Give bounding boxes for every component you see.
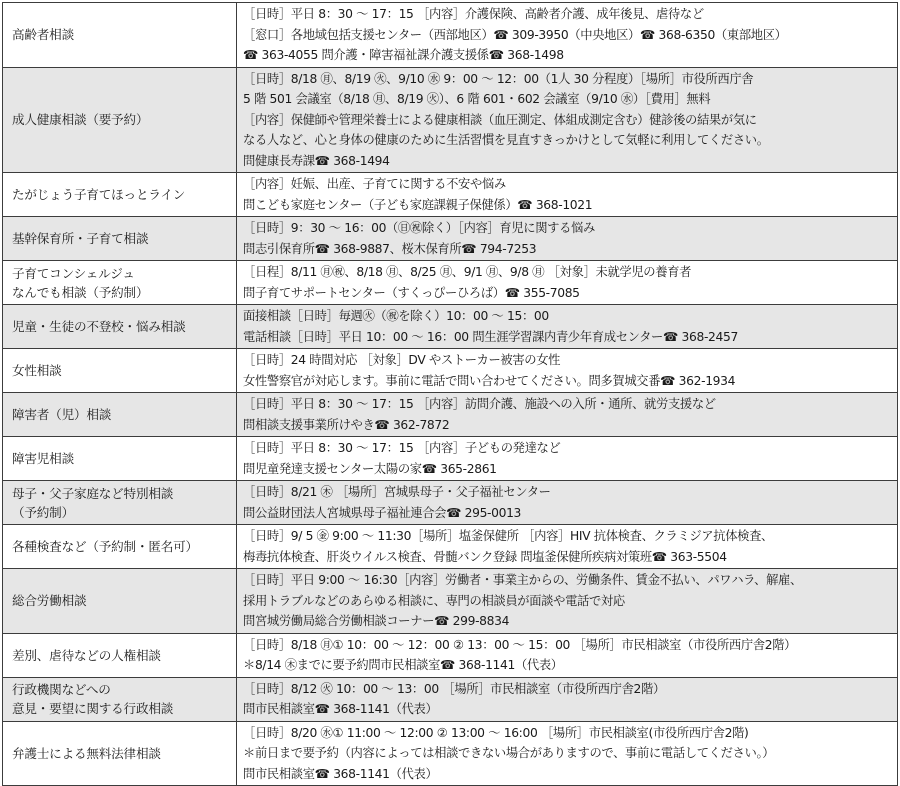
detail-line: ［日時］平日 8：30 ～ 17：15 ［内容］子どもの発達など xyxy=(243,441,561,455)
category-label-line: （予約制） xyxy=(12,504,74,520)
detail-line: 梅毒抗体検査、肝炎ウイルス検査、骨髄バンク登録 問塩釜保健所疾病対策班☎ 363-5504 xyxy=(243,549,727,564)
consultation-category xyxy=(3,173,237,217)
detail-line: 問こども家庭センター（子ども家庭課親子保健係）☎ 368-1021 xyxy=(243,197,593,212)
consultation-details xyxy=(237,173,898,217)
consultation-row xyxy=(3,393,898,437)
category-label-line: 母子・父子家庭など特別相談 xyxy=(12,485,174,501)
detail-line: 問公益財団法人宮城県母子福祉連合会☎ 295-0013 xyxy=(243,505,522,520)
category-label-line: 行政機関などへの xyxy=(12,682,111,697)
consultation-row xyxy=(3,173,898,217)
category-label-line: 基幹保育所・子育て相談 xyxy=(12,231,149,246)
detail-line: 5 階 501 会議室（8/18 ㊊、8/19 ㊋）、6 階 601・602 会議室（9/10 ㊌）［費用］無料 xyxy=(243,92,711,106)
detail-line: ［日時］9：30 ～ 16：00（㊐㊗除く）［内容］育児に関する悩み xyxy=(243,221,595,235)
consultation-table xyxy=(2,2,898,786)
category-label-line: 差別、虐待などの人権相談 xyxy=(12,647,161,663)
detail-line: ［日時］平日 8：30 ～ 17：15 ［内容］訪問介護、施設への入所・通所、就労支援など xyxy=(243,397,716,411)
category-label-line: 高齢者相談 xyxy=(12,27,74,43)
detail-line: 問志引保育所☎ 368-9887、桜木保育所☎ 794-7253 xyxy=(243,241,537,256)
detail-line: ［日時］8/20 ㊌① 11:00 ～ 12:00 ② 13:00 ～ 16:00 ［場所］市民相談室(市役所西庁舎2階) xyxy=(243,725,749,740)
detail-line: ［内容］保健師や管理栄養士による健康相談（血圧測定、体組成測定含む）健診後の結果が気に xyxy=(243,112,757,127)
consultation-details xyxy=(237,261,898,305)
category-label-line: 各種検査など（予約制・匿名可） xyxy=(12,539,198,554)
consultation-row xyxy=(3,633,898,677)
consultation-details xyxy=(237,67,898,173)
detail-line: ☎ 363-4055 問介護・障害福祉課介護支援係☎ 368-1498 xyxy=(243,48,564,62)
detail-line: 問市民相談室☎ 368-1141（代表） xyxy=(243,766,438,781)
consultation-category xyxy=(3,3,237,68)
detail-line: 問市民相談室☎ 368-1141（代表） xyxy=(243,702,438,716)
consultation-category xyxy=(3,67,237,173)
consultation-details xyxy=(237,721,898,786)
consultation-table-body xyxy=(3,3,898,786)
consultation-details xyxy=(237,217,898,261)
detail-line: 問相談支援事業所けやき☎ 362-7872 xyxy=(243,417,450,432)
consultation-details xyxy=(237,349,898,393)
consultation-row xyxy=(3,261,898,305)
consultation-row xyxy=(3,721,898,786)
consultation-category xyxy=(3,261,237,305)
detail-line: 問子育てサポートセンター（すくっぴーひろば）☎ 355-7085 xyxy=(243,285,580,300)
consultation-category xyxy=(3,677,237,721)
detail-line: ［日時］24 時間対応 ［対象］DV やストーカー被害の女性 xyxy=(243,353,561,367)
detail-line: なる人など、心と身体の健康のために生活習慣を見直すきっかけとして気軽に利用してください。 xyxy=(243,133,769,147)
consultation-category xyxy=(3,633,237,677)
detail-line: ［窓口］各地域包括支援センター（西部地区）☎ 309-3950（中央地区）☎ 368-6350（東部地区） xyxy=(243,27,787,42)
category-label-line: 障害児相談 xyxy=(12,451,74,466)
consultation-category xyxy=(3,393,237,437)
consultation-details xyxy=(237,437,898,481)
consultation-details xyxy=(237,677,898,721)
detail-line: ［日時］8/12 ㊋ 10：00 ～ 13：00 ［場所］市民相談室（市役所西庁舎2階） xyxy=(243,681,665,696)
consultation-details xyxy=(237,393,898,437)
category-label-line: たがじょう子育てほっとライン xyxy=(12,187,186,202)
detail-line: 面接相談［日時］毎週㊋（㊗を除く）10：00 ～ 15：00 xyxy=(243,309,549,323)
detail-line: ［日時］8/18 ㊊① 10：00 ～ 12：00 ② 13：00 ～ 15：00 ［場所］市民相談室（市役所西庁舎2階） xyxy=(243,637,797,652)
category-label-line: 成人健康相談（要予約） xyxy=(12,112,149,128)
detail-line: ＊前日まで要予約（内容によっては相談できない場合がありますので、事前に電話してください。） xyxy=(243,746,775,760)
category-label-line: なんでも相談（予約制） xyxy=(12,284,149,300)
consultation-row xyxy=(3,3,898,68)
consultation-category xyxy=(3,305,237,349)
consultation-row xyxy=(3,67,898,173)
detail-line: 問宮城労働局総合労働相談コーナー☎ 299-8834 xyxy=(243,614,510,628)
consultation-row xyxy=(3,217,898,261)
category-label-line: 女性相談 xyxy=(12,363,62,378)
consultation-row xyxy=(3,349,898,393)
detail-line: ［日程］8/11 ㊊㊗、8/18 ㊊、8/25 ㊊、9/1 ㊊、9/8 ㊊ ［対象］未就学児の養育者 xyxy=(243,265,692,279)
consultation-details xyxy=(237,3,898,68)
consultation-row xyxy=(3,569,898,634)
category-label-line: 児童・生徒の不登校・悩み相談 xyxy=(12,319,186,334)
consultation-category xyxy=(3,349,237,393)
category-label-line: 意見・要望に関する行政相談 xyxy=(12,701,174,716)
consultation-category xyxy=(3,481,237,525)
category-label-line: 総合労働相談 xyxy=(12,593,87,609)
detail-line: ［日時］平日 8：30 ～ 17：15 ［内容］介護保険、高齢者介護、成年後見、虐待など xyxy=(243,7,704,21)
consultation-row xyxy=(3,677,898,721)
consultation-row xyxy=(3,305,898,349)
detail-line: ［内容］妊娠、出産、子育てに関する不安や悩み xyxy=(243,177,506,191)
consultation-details xyxy=(237,305,898,349)
consultation-category xyxy=(3,217,237,261)
consultation-row xyxy=(3,525,898,569)
detail-line: ＊8/14 ㊍までに要予約問市民相談室☎ 368-1141（代表） xyxy=(243,658,563,672)
category-label-line: 子育てコンシェルジュ xyxy=(12,265,135,281)
consultation-row xyxy=(3,481,898,525)
detail-line: 採用トラブルなどのあらゆる相談に、専門の相談員が面談や電話で対応 xyxy=(243,593,625,608)
category-label-line: 弁護士による無料法律相談 xyxy=(12,745,161,761)
consultation-category xyxy=(3,569,237,634)
consultation-details xyxy=(237,569,898,634)
detail-line: 問健康長寿課☎ 368-1494 xyxy=(243,153,390,168)
consultation-details xyxy=(237,481,898,525)
detail-line: ［日時］平日 9:00 ～ 16:30［内容］労働者・事業主からの、労働条件、賃金不払い、パワハラ、解雇、 xyxy=(243,573,802,587)
detail-line: ［日時］9/ 5 ㊎ 9:00 ～ 11:30［場所］塩釜保健所 ［内容］HIV 抗体検査、クラミジア抗体検査、 xyxy=(243,529,773,543)
consultation-category xyxy=(3,525,237,569)
category-label-line: 障害者（児）相談 xyxy=(12,407,112,422)
consultation-row xyxy=(3,437,898,481)
consultation-category xyxy=(3,437,237,481)
detail-line: ［日時］8/21 ㊍ ［場所］宮城県母子・父子福祉センター xyxy=(243,485,551,499)
detail-line: 電話相談［日時］平日 10：00 ～ 16：00 問生涯学習課内青少年育成センター☎ 368-2457 xyxy=(243,329,738,344)
detail-line: ［日時］8/18 ㊊、8/19 ㊋、9/10 ㊌ 9：00 ～ 12：00（1人 30 分程度）［場所］市役所西庁舎 xyxy=(243,71,754,86)
detail-line: 問児童発達支援センター太陽の家☎ 365-2861 xyxy=(243,461,497,476)
consultation-category xyxy=(3,721,237,786)
consultation-details xyxy=(237,633,898,677)
detail-line: 女性警察官が対応します。事前に電話で問い合わせてください。問多賀城交番☎ 362-1934 xyxy=(243,373,736,388)
consultation-details xyxy=(237,525,898,569)
